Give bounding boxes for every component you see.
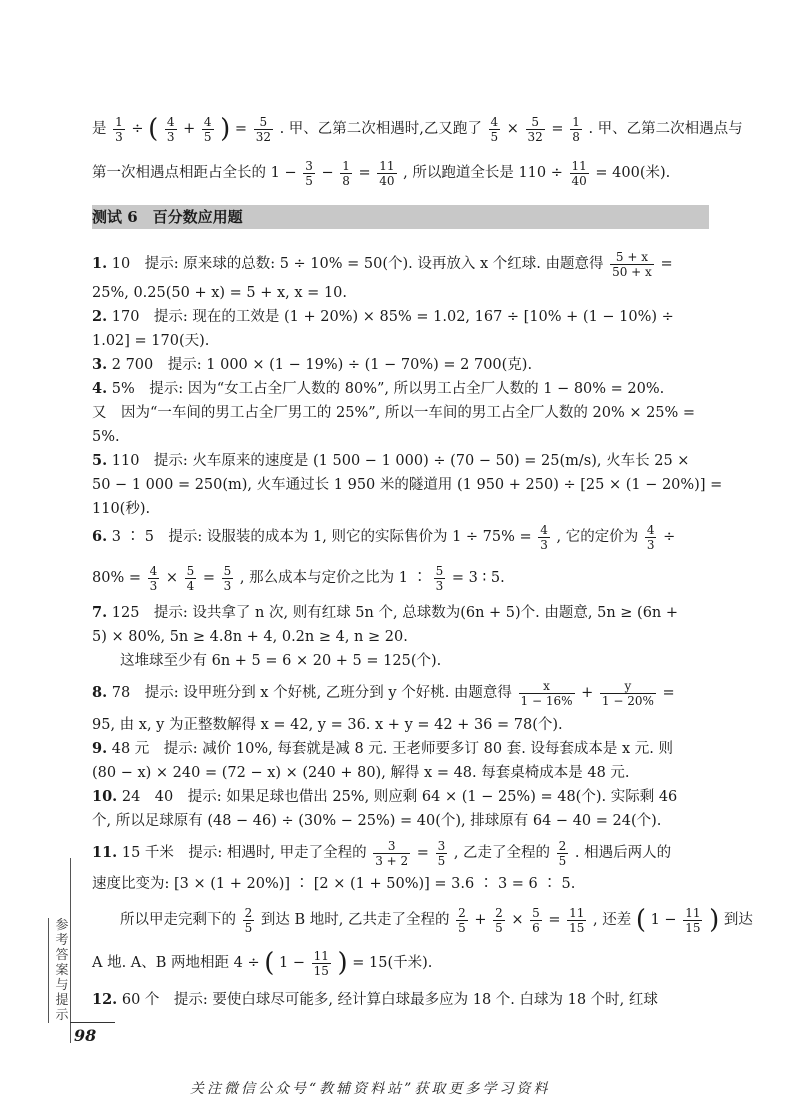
text: 所以甲走完剩下的 xyxy=(120,912,236,928)
text: 1 − xyxy=(650,912,677,928)
paren-close: ) xyxy=(220,114,231,144)
item-5-line-2: 50 − 1 000 = 250(m), 火车通过长 1 950 米的隧道用 (1 950 + 250) ÷ [25 × (1 − 20%)] = xyxy=(92,477,723,493)
text: 到达 xyxy=(723,912,753,928)
text: , 所以跑道全长是 110 ÷ xyxy=(403,165,563,181)
item-number: 4. xyxy=(92,380,108,397)
fraction: $\frac{11}{40}$ xyxy=(379,158,395,188)
text: = xyxy=(662,685,675,701)
item-number: 9. xyxy=(92,740,108,757)
text: 第一次相遇点相距占全长的 1 − xyxy=(92,165,297,181)
paren-open: ( xyxy=(264,948,275,978)
item-9-line-2: (80 − x) × 240 = (72 − x) × (240 + 80), 解得 x = 48. 每套桌椅成本是 48 元. xyxy=(92,765,630,781)
text: ÷ xyxy=(663,529,676,545)
text: = 15(千米). xyxy=(352,955,433,971)
text: . 甲、乙第二次相遇时,乙又跑了 xyxy=(279,121,482,137)
text: 60 个 提示: 要使白球尽可能多, 经计算白球最多应为 18 个. 白球为 18 个时, 红球 xyxy=(121,992,658,1008)
text: = xyxy=(548,912,561,928)
item-4-line-3: 5%. xyxy=(92,429,120,445)
item-6-line-1 xyxy=(92,520,707,554)
text: 3 ∶ 5 提示: 设服装的成本为 1, 则它的实际售价为 1 ÷ 75% = xyxy=(111,529,532,545)
fraction: $\frac{5}{4}$ xyxy=(186,563,195,593)
fraction: $\frac{11}{15}$ xyxy=(569,905,585,935)
text: = xyxy=(416,845,429,861)
fraction: $\frac{x}{1 - 16\%}$ xyxy=(520,678,573,708)
fraction: $\frac{1}{8}$ xyxy=(572,114,580,144)
text: + xyxy=(474,912,487,928)
fraction: $\frac{4}{5}$ xyxy=(490,114,499,144)
paren-open: ( xyxy=(148,114,159,144)
item-4-line-2: 又 因为“一车间的男工占全厂男工的 25%”, 所以一车间的男工占全厂人数的 20% × 25% = xyxy=(92,405,696,421)
item-7-line-2: 5) × 80%, 5n ≥ 4.8n + 4, 0.2n ≥ 4, n ≥ 20. xyxy=(92,629,408,645)
fraction: $\frac{11}{15}$ xyxy=(313,948,329,978)
fraction: $\frac{3}{3 + 2}$ xyxy=(375,838,409,868)
item-number: 11. xyxy=(92,844,118,861)
text: 5% 提示: 因为“女工占全厂人数的 80%”, 所以男工占全厂人数的 1 − 80% = 20%. xyxy=(111,381,665,397)
fraction: $\frac{4}{5}$ xyxy=(203,114,212,144)
fraction: $\frac{2}{5}$ xyxy=(558,838,567,868)
text: 125 提示: 设共拿了 n 次, 则有红球 5n 个, 总球数为(6n + 5)个. 由题意, 5n ≥ (6n + xyxy=(111,605,679,621)
text: = xyxy=(660,256,673,272)
text: × xyxy=(165,570,179,586)
item-12-line-1 xyxy=(92,990,707,1010)
text: 80% = xyxy=(92,570,141,586)
text: 是 xyxy=(92,121,107,137)
text: 48 元 提示: 减价 10%, 每套就是减 8 元. 王老师要多订 80 套. 设每套成本是 x 元. 则 xyxy=(111,741,674,757)
text: = 3 ∶ 5. xyxy=(451,570,505,586)
text: + xyxy=(183,121,196,137)
footer-watermark: 关注微信公众号“教辅资料站”获取更多学习资料 xyxy=(190,1081,551,1097)
fraction: $\frac{2}{5}$ xyxy=(495,905,503,935)
paren-open: ( xyxy=(635,905,646,935)
page-number-rule xyxy=(70,1022,115,1023)
text: 到达 B 地时, 乙共走了全程的 xyxy=(260,912,450,928)
fraction: $\frac{5}{32}$ xyxy=(527,114,543,144)
item-10-line-1 xyxy=(92,787,707,807)
item-11-line-2: 速度比变为: [3 × (1 + 20%)] ∶ [2 × (1 + 50%)] = 3.6 ∶ 3 = 6 ∶ 5. xyxy=(92,876,576,892)
fraction: $\frac{3}{5}$ xyxy=(437,838,446,868)
text: = xyxy=(234,121,248,137)
item-1-line-1 xyxy=(92,247,707,281)
paren-close: ) xyxy=(337,948,348,978)
item-10-line-2: 个, 所以足球原有 (48 − 46) ÷ (30% − 25%) = 40(个), 排球原有 64 − 40 = 24(个). xyxy=(92,813,662,829)
text: 2 700 提示: 1 000 × (1 − 19%) ÷ (1 − 70%) = 2 700(克). xyxy=(111,357,533,373)
item-4-line-1 xyxy=(92,379,707,399)
item-number: 7. xyxy=(92,604,108,621)
text: 15 千米 提示: 相遇时, 甲走了全程的 xyxy=(121,845,367,861)
item-8-line-2: 95, 由 x, y 为正整数解得 x = 42, y = 36. x + y = 42 + 36 = 78(个). xyxy=(92,717,563,733)
item-7-line-3: 这堆球至少有 6n + 5 = 6 × 20 + 5 = 125(个). xyxy=(120,653,442,669)
fraction: $\frac{1}{8}$ xyxy=(342,158,350,188)
item-11-line-4 xyxy=(92,946,707,980)
text: = xyxy=(551,121,564,137)
fraction: $\frac{5}{32}$ xyxy=(255,114,271,144)
fraction: $\frac{5}{3}$ xyxy=(223,563,232,593)
text: , 那么成本与定价之比为 1 ∶ xyxy=(239,570,428,586)
fraction: $\frac{11}{40}$ xyxy=(571,158,587,188)
item-6-line-2 xyxy=(92,561,707,595)
item-11-line-1 xyxy=(92,836,707,870)
item-number: 8. xyxy=(92,684,108,701)
text: . 相遇后两人的 xyxy=(574,845,672,861)
text: 110 提示: 火车原来的速度是 (1 500 − 1 000) ÷ (70 − 50) = 25(m/s), 火车长 25 × xyxy=(111,453,690,469)
text: , 乙走了全程的 xyxy=(453,845,551,861)
text: − xyxy=(321,165,334,181)
side-label: 参考答案与提示 xyxy=(48,918,73,1023)
item-number: 5. xyxy=(92,452,108,469)
text: = xyxy=(358,165,371,181)
text: 170 提示: 现在的工效是 (1 + 20%) × 85% = 1.02, 167 ÷ [10% + (1 − 10%) ÷ xyxy=(111,309,674,325)
item-number: 1. xyxy=(92,255,108,272)
item-11-line-3 xyxy=(120,903,753,937)
section-title: 测试 6 百分数应用题 xyxy=(92,208,243,226)
item-8-line-1 xyxy=(92,676,707,710)
fraction: $\frac{4}{3}$ xyxy=(540,522,548,552)
text: ÷ xyxy=(131,121,144,137)
fraction: $\frac{4}{3}$ xyxy=(166,114,175,144)
item-3-line-1 xyxy=(92,355,707,375)
item-number: 2. xyxy=(92,308,108,325)
item-number: 3. xyxy=(92,356,108,373)
item-number: 6. xyxy=(92,528,108,545)
text: , 还差 xyxy=(593,912,632,928)
intro-line-2 xyxy=(92,156,707,190)
item-5-line-3: 110(秒). xyxy=(92,501,151,517)
text: × xyxy=(511,912,524,928)
text: 1 − xyxy=(279,955,305,971)
item-5-line-1 xyxy=(92,451,707,471)
item-2-line-2: 1.02] = 170(天). xyxy=(92,333,210,349)
text: 24 40 提示: 如果足球也借出 25%, 则应剩 64 × (1 − 25%) = 48(个). 实际剩 46 xyxy=(121,789,678,805)
intro-line-1 xyxy=(92,112,743,146)
fraction: $\frac{5}{6}$ xyxy=(532,905,540,935)
item-2-line-1 xyxy=(92,307,707,327)
item-number: 10. xyxy=(92,788,118,805)
text: A 地. A、B 两地相距 4 ÷ xyxy=(92,955,260,971)
text: 10 提示: 原来球的总数: 5 ÷ 10% = 50(个). 设再放入 x 个红球. 由题意得 xyxy=(111,256,604,272)
text: . 甲、乙第二次相遇点与 xyxy=(588,121,743,137)
fraction: $\frac{4}{3}$ xyxy=(646,522,655,552)
fraction: $\frac{y}{1 - 20\%}$ xyxy=(601,678,654,708)
text: , 它的定价为 xyxy=(556,529,639,545)
text: = xyxy=(202,570,216,586)
text: = 400(米). xyxy=(595,165,671,181)
item-number: 12. xyxy=(92,991,118,1008)
fraction: $\frac{4}{3}$ xyxy=(149,563,158,593)
fraction: $\frac{3}{5}$ xyxy=(305,158,313,188)
paren-close: ) xyxy=(709,905,720,935)
text: × xyxy=(506,121,519,137)
fraction: $\frac{5 + x}{50 + x}$ xyxy=(612,249,652,279)
fraction: $\frac{2}{5}$ xyxy=(244,905,253,935)
fraction: $\frac{1}{3}$ xyxy=(115,114,123,144)
page-number: 98 xyxy=(74,1026,97,1045)
item-7-line-1 xyxy=(92,603,707,623)
fraction: $\frac{5}{3}$ xyxy=(435,563,444,593)
fraction: $\frac{11}{15}$ xyxy=(685,905,701,935)
item-9-line-1 xyxy=(92,739,707,759)
text: 78 提示: 设甲班分到 x 个好桃, 乙班分到 y 个好桃. 由题意得 xyxy=(111,685,512,701)
item-1-line-2: 25%, 0.25(50 + x) = 5 + x, x = 10. xyxy=(92,285,348,301)
text: + xyxy=(581,685,594,701)
fraction: $\frac{2}{5}$ xyxy=(458,905,466,935)
